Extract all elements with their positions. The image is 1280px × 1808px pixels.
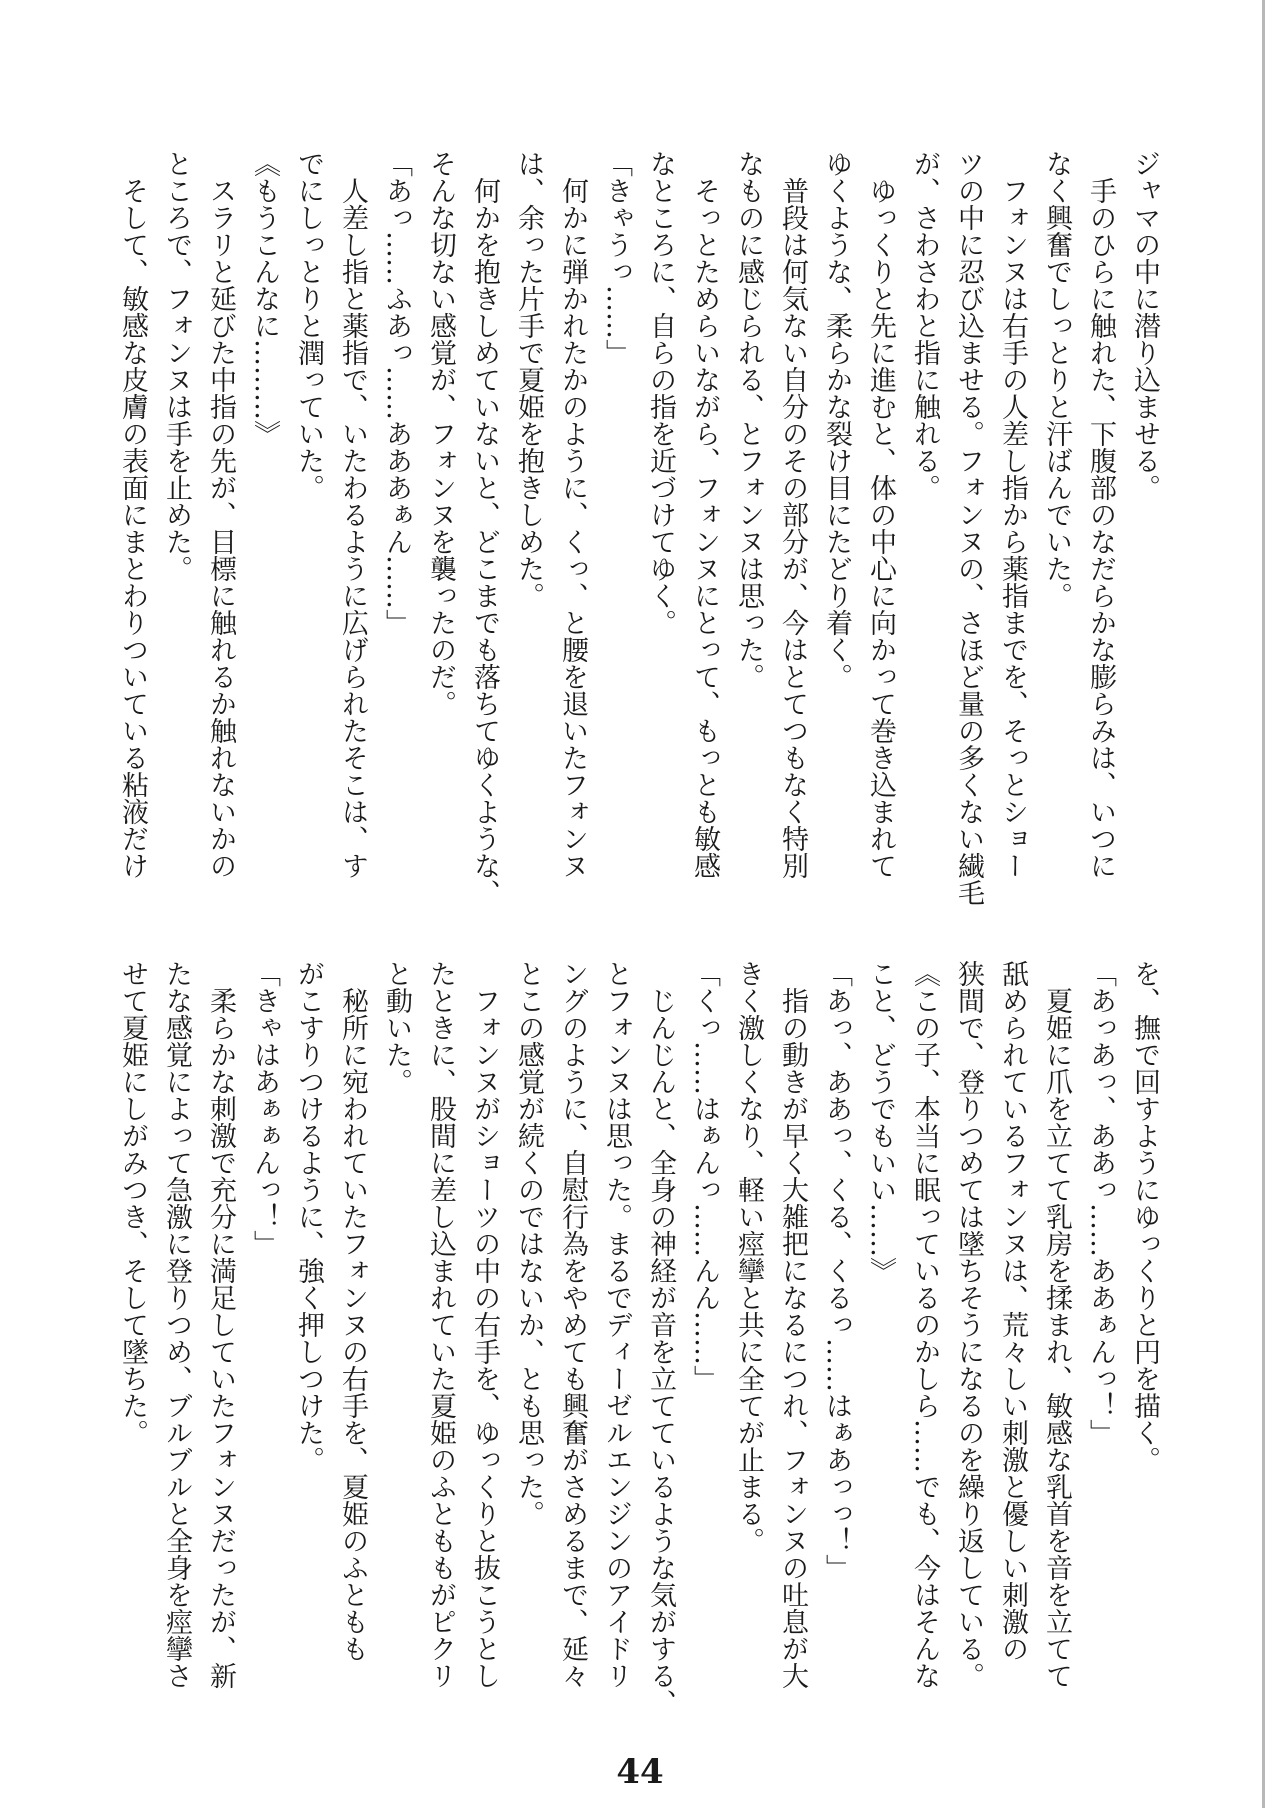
text-line: 夏姫に爪を立てて乳房を揉まれ、敏感な乳首を音を立てて — [1041, 960, 1072, 1689]
text-line: が、さわさわと指に触れる。 — [909, 150, 940, 501]
text-line: そんな切ない感覚が、フォンヌを襲ったのだ。 — [425, 150, 456, 717]
text-line: フォンヌがショーツの中の右手を、ゆっくりと抜こうとし — [469, 960, 500, 1689]
text-line: 「あっ、ああっ、くる、くるっ……はぁあっっ！」 — [821, 960, 852, 1581]
text-line: 柔らかな刺激で充分に満足していたフォンヌだったが、新 — [205, 960, 236, 1689]
text-line: こと、どうでもいい……》 — [865, 960, 896, 1284]
text-line: スラリと延びた中指の先が、目標に触れるか触れないかの — [205, 150, 236, 879]
text-block-top — [106, 150, 1166, 930]
text-line: でにしっとりと潤っていた。 — [293, 150, 324, 501]
text-line: ところで、フォンヌは手を止めた。 — [161, 150, 192, 582]
text-line: ングのように、自慰行為をやめても興奮がさめるまで、延々 — [557, 960, 588, 1689]
text-line: そして、敏感な皮膚の表面にまとわりついている粘液だけ — [117, 150, 148, 879]
text-line: 狭間で、登りつめては墜ちそうになるのを繰り返している。 — [953, 960, 984, 1689]
text-line: 《この子、本当に眠っているのかしら……でも、今はそんな — [909, 960, 940, 1689]
text-line: を、撫で回すようにゆっくりと円を描く。 — [1129, 960, 1160, 1473]
text-line: ゆくような、柔らかな裂け目にたどり着く。 — [821, 150, 852, 690]
text-line: そっとためらいながら、フォンヌにとって、もっとも敏感 — [689, 150, 720, 879]
text-line: 何かに弾かれたかのように、くっ、と腰を退いたフォンヌ — [557, 150, 588, 879]
text-line: 舐められているフォンヌは、荒々しい刺激と優しい刺激の — [997, 960, 1028, 1662]
text-line: 《もうこんなに………》 — [249, 150, 280, 447]
text-line: きく激しくなり、軽い痙攣と共に全てが止まる。 — [733, 960, 764, 1554]
text-line: 何かを抱きしめていないと、どこまでも落ちてゆくような、 — [469, 150, 500, 906]
text-line: なく興奮でしっとりと汗ばんでいた。 — [1041, 150, 1072, 609]
text-line: なものに感じられる、とフォンヌは思った。 — [733, 150, 764, 690]
text-line: 「くっ……はぁんっ……んん……」 — [689, 960, 720, 1392]
text-line: たな感覚によって急激に登りつめ、ブルブルと全身を痙攣さ — [161, 960, 192, 1689]
text-line: 「きゃうっ……」 — [601, 150, 632, 366]
text-line: 「あっあっ、ああっ……ああぁんっ！」 — [1085, 960, 1116, 1446]
text-line: せて夏姫にしがみつき、そして墜ちた。 — [117, 960, 148, 1446]
text-line: がこすりつけるように、強く押しつけた。 — [293, 960, 324, 1473]
text-line: フォンヌは右手の人差し指から薬指までを、そっとショー — [997, 150, 1028, 879]
text-line: 「あっ……ふあっ……あああぁん……」 — [381, 150, 412, 636]
text-line: じんじんと、全身の神経が音を立てているような気がする、 — [645, 960, 676, 1716]
text-line: 「きゃはあぁぁんっ！」 — [249, 960, 280, 1257]
text-line: は、余った片手で夏姫を抱きしめた。 — [513, 150, 544, 609]
page-edge-border — [1262, 0, 1265, 1808]
text-line: ジャマの中に潜り込ませる。 — [1129, 150, 1160, 501]
text-line: とフォンヌは思った。まるでディーゼルエンジンのアイドリ — [601, 960, 632, 1689]
page-number: 44 — [616, 1752, 664, 1792]
text-line: と動いた。 — [381, 960, 412, 1095]
text-line: 秘所に宛われていたフォンヌの右手を、夏姫のふともも — [337, 960, 368, 1662]
text-line: とこの感覚が続くのではないか、とも思った。 — [513, 960, 544, 1527]
text-line: ゆっくりと先に進むと、体の中心に向かって巻き込まれて — [865, 150, 896, 879]
text-line: たときに、股間に差し込まれていた夏姫のふとももがピクリ — [425, 960, 456, 1689]
text-line: 指の動きが早く大雑把になるにつれ、フォンヌの吐息が大 — [777, 960, 808, 1689]
text-line: なところに、自らの指を近づけてゆく。 — [645, 150, 676, 636]
text-line: 普段は何気ない自分のその部分が、今はとてつもなく特別 — [777, 150, 808, 879]
text-line: 人差し指と薬指で、いたわるように広げられたそこは、す — [337, 150, 368, 879]
text-block-bottom — [106, 960, 1166, 1740]
text-line: 手のひらに触れた、下腹部のなだらかな膨らみは、いつに — [1085, 150, 1116, 879]
text-line: ツの中に忍び込ませる。フォンヌの、さほど量の多くない繊毛 — [953, 150, 984, 906]
